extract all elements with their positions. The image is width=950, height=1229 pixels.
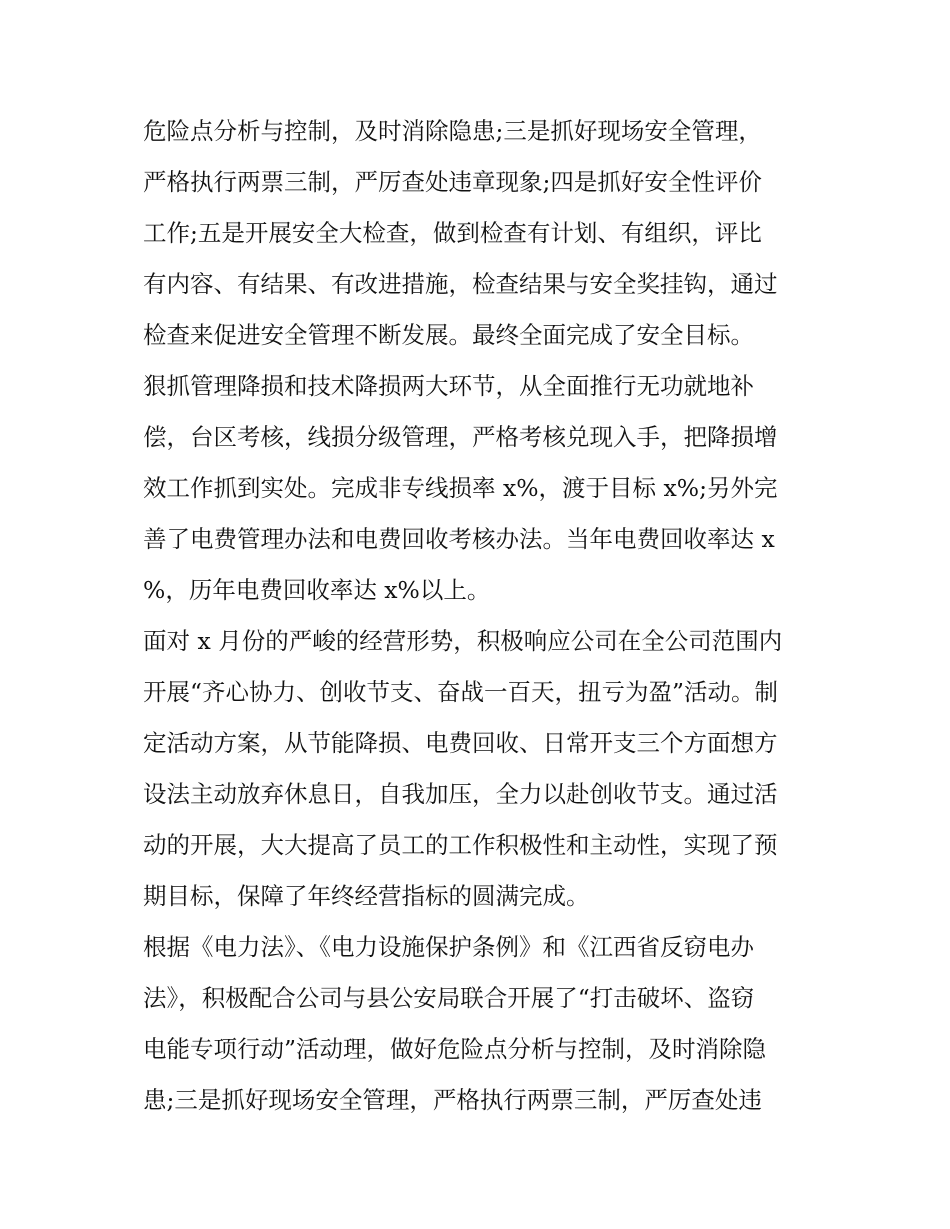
- text-line: 开展“齐心协力、创收节支、奋战一百天，扭亏为盈”活动。制: [143, 678, 779, 706]
- text-line: 有内容、有结果、有改进措施，检查结果与安全奖挂钩，通过: [143, 270, 778, 298]
- text-line: 法》，积极配合公司与县公安局联合开展了“打击破坏、盗窃: [143, 984, 755, 1012]
- text-line: %，历年电费回收率达 x%以上。: [143, 576, 491, 604]
- text-line: 严格执行两票三制，严厉查处违章现象;四是抓好安全性评价: [143, 168, 762, 196]
- text-line: 工作;五是开展安全大检查，做到检查有计划、有组织，评比: [143, 219, 762, 247]
- text-line: 面对 x 月份的严峻的经营形势，积极响应公司在全公司范围内: [143, 627, 783, 655]
- text-line: 设法主动放弃休息日，自我加压，全力以赴创收节支。通过活: [143, 780, 778, 808]
- text-line: 狠抓管理降损和技术降损两大环节，从全面推行无功就地补: [143, 372, 754, 400]
- text-line: 患;三是抓好现场安全管理，严格执行两票三制，严厉查处违: [143, 1086, 762, 1114]
- text-line: 动的开展，大大提高了员工的工作积极性和主动性，实现了预: [143, 831, 778, 859]
- text-line: 检查来促进安全管理不断发展。最终全面完成了安全目标。: [143, 321, 754, 349]
- text-line: 效工作抓到实处。完成非专线损率 x%，渡于目标 x%;另外完: [143, 474, 778, 502]
- text-line: 电能专项行动”活动理，做好危险点分析与控制，及时消除隐: [143, 1035, 767, 1063]
- document-body: [143, 106, 823, 1126]
- text-line: 根据《电力法》、《电力设施保护条例》和《江西省反窃电办: [143, 933, 754, 961]
- text-line: 危险点分析与控制，及时消除隐患;三是抓好现场安全管理，: [143, 117, 762, 145]
- text-line: 偿，台区考核，线损分级管理，严格考核兑现入手，把降损增: [143, 423, 778, 451]
- text-line: 期目标，保障了年终经营指标的圆满完成。: [143, 882, 590, 910]
- text-line: 定活动方案，从节能降损、电费回收、日常开支三个方面想方: [143, 729, 778, 757]
- text-line: 善了电费管理办法和电费回收考核办法。当年电费回收率达 x: [143, 525, 775, 553]
